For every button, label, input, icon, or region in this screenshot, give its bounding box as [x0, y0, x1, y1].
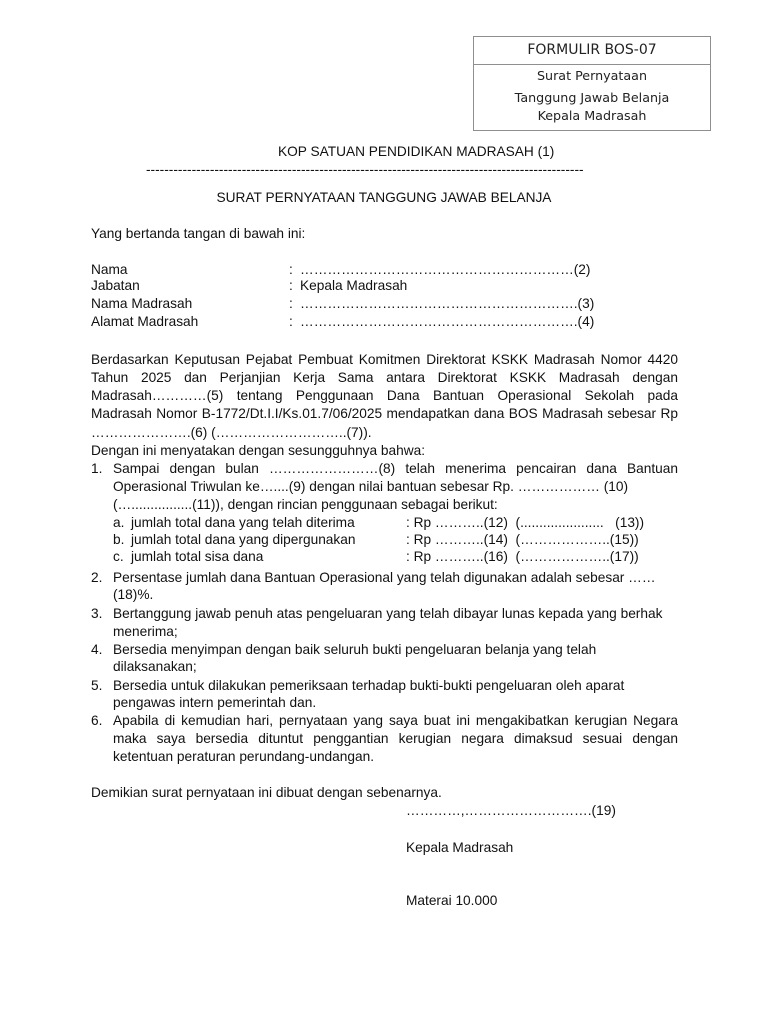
- statement-number: 6.: [91, 713, 103, 728]
- detail-letter: c.: [113, 549, 124, 564]
- identity-separator: :: [289, 278, 293, 293]
- statement-line: Persentase jumlah dana Bantuan Operasional yang telah digunakan adalah sebesar ……: [113, 570, 656, 585]
- form-code: FORMULIR BOS-07: [474, 37, 710, 65]
- form-box-line: Tanggung Jawab Belanja: [514, 90, 670, 105]
- detail-label: jumlah total sisa dana: [131, 549, 264, 564]
- identity-separator: :: [289, 262, 293, 277]
- statement-line: menerima;: [113, 624, 178, 639]
- statement-line: maka saya bersedia dituntut penggantian kerugian negara dimaksud sesuai dengan: [113, 731, 678, 746]
- statement-line: Sampai dengan bulan ……………………(8) telah menerima pencairan dana Bantuan: [113, 461, 678, 476]
- identity-label: Alamat Madrasah: [91, 314, 199, 329]
- identity-separator: :: [289, 314, 293, 329]
- statement-line: (…................(11)), dengan rincian penggunaan sebagai berikut:: [113, 497, 498, 512]
- identity-label: Jabatan: [91, 278, 140, 293]
- paragraph-line: Berdasarkan Keputusan Pejabat Pembuat Komitmen Direktorat KSKK Madrasah Nomor 4420: [91, 352, 678, 367]
- statement-number: 5.: [91, 678, 103, 693]
- statement-line: Apabila di kemudian hari, pernyataan yang saya buat ini mengakibatkan kerugian Negara: [113, 713, 678, 728]
- identity-label: Nama: [91, 262, 128, 277]
- paragraph-line: Madrasah Nomor B-1772/Dt.I.I/Ks.01.7/06/2025 mendapatkan dana BOS Madrasah sebesar Rp: [91, 406, 678, 421]
- statement-number: 1.: [91, 461, 103, 476]
- identity-value: Kepala Madrasah: [300, 278, 408, 293]
- identity-value: ……………………………………………………(2): [300, 262, 591, 277]
- identity-separator: :: [289, 296, 293, 311]
- document-title: SURAT PERNYATAAN TANGGUNG JAWAB BELANJA: [216, 190, 552, 205]
- statement-line: Bersedia menyimpan dengan baik seluruh bukti pengeluaran belanja yang telah: [113, 642, 597, 657]
- intro-text: Yang bertanda tangan di bawah ini:: [91, 226, 306, 241]
- identity-value: …………………………………………………….(3): [300, 296, 595, 311]
- statement-line: (18)%.: [113, 587, 154, 602]
- form-box-line: Kepala Madrasah: [537, 108, 647, 123]
- detail-amount: : Rp ………..(12) (...................... (13)): [406, 515, 645, 530]
- paragraph-line: ………………….(6) (………………………..(7)).: [91, 425, 372, 440]
- paragraph-line: Madrasah…………(5) tentang Penggunaan Dana Bantuan Operasional Sekolah pada: [91, 388, 678, 403]
- statement-number: 4.: [91, 642, 103, 657]
- detail-amount: : Rp ………..(16) (………………..(17)): [406, 549, 639, 564]
- paragraph-line: Tahun 2025 dan Perjanjian Kerja Sama antara Direktorat KSKK Madrasah dengan: [91, 370, 678, 385]
- detail-letter: a.: [113, 515, 125, 530]
- signature-place-date: …………,……………………….(19): [406, 803, 616, 818]
- statement-number: 2.: [91, 570, 103, 585]
- divider-line: ------------------------------------------------------------------------------------------------: [146, 162, 584, 177]
- statement-line: Bertanggung jawab penuh atas pengeluaran yang telah dibayar lunas kepada yang berhak: [113, 606, 663, 621]
- statement-line: pengawas intern pemerintah dan.: [113, 695, 317, 710]
- identity-label: Nama Madrasah: [91, 296, 193, 311]
- form-code-box: [473, 36, 711, 131]
- detail-label: jumlah total dana yang telah diterima: [131, 515, 355, 530]
- statement-line: Bersedia untuk dilakukan pemeriksaan terhadap bukti-bukti pengeluaran oleh aparat: [113, 678, 625, 693]
- statement-number: 3.: [91, 606, 103, 621]
- statement-line: ketentuan peraturan perundang-undangan.: [113, 749, 375, 764]
- form-box-line: Surat Pernyataan: [537, 68, 647, 83]
- statement-line: Operasional Triwulan ke…....(9) dengan nilai bantuan sebesar Rp. ……………… (10): [113, 479, 629, 494]
- closing-text: Demikian surat pernyataan ini dibuat dengan sebenarnya.: [91, 785, 442, 800]
- statement-line: dilaksanakan;: [113, 659, 197, 674]
- detail-letter: b.: [113, 532, 125, 547]
- identity-value: …………………………………………………….(4): [300, 314, 595, 329]
- detail-label: jumlah total dana yang dipergunakan: [131, 532, 356, 547]
- letterhead: KOP SATUAN PENDIDIKAN MADRASAH (1): [278, 144, 555, 159]
- detail-amount: : Rp ………..(14) (………………..(15)): [406, 532, 639, 547]
- declaration-intro: Dengan ini menyatakan dengan sesungguhnya bahwa:: [91, 443, 426, 458]
- stamp-note: Materai 10.000: [406, 893, 498, 908]
- signature-role: Kepala Madrasah: [406, 840, 514, 855]
